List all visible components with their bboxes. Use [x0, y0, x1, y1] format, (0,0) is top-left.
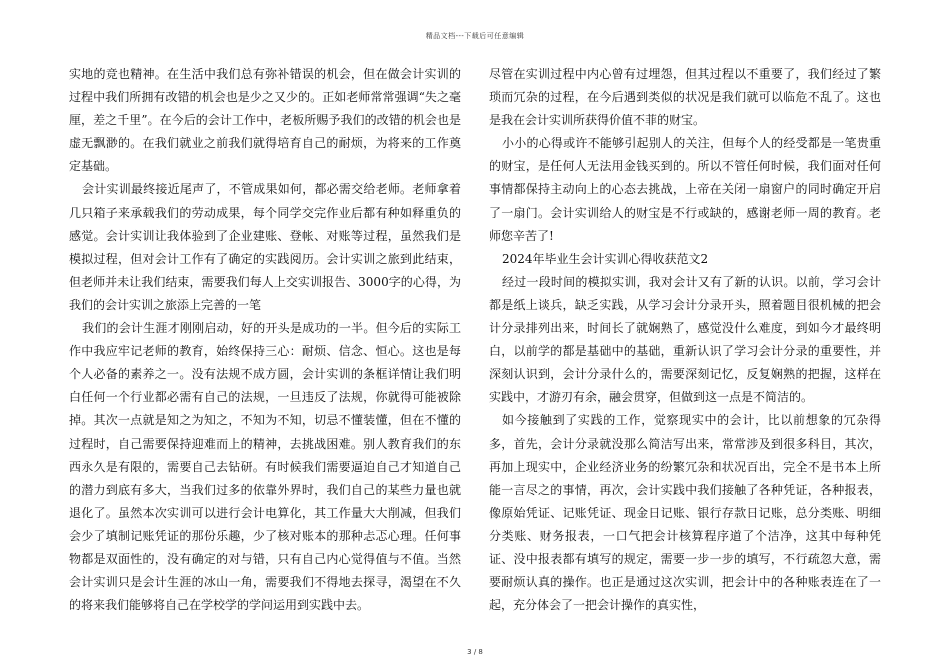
section-heading: 2024年毕业生会计实训心得收获范文2 — [502, 251, 709, 266]
left-column — [69, 63, 461, 617]
paragraph: 小小的心得或许不能够引起别人的关注，但每个人的经受都是一笔贵重的财宝，是任何人无法用金钱买到的。所以不管任何时候，我们面对任何事情都保持主动向上的心态去挑战，上帝在关闭一扇窗户的同时确定开启了一扇门。会计实训给人的财宝是不行或缺的，感谢老师一周的教育。老师您辛苦了! — [489, 136, 881, 243]
right-column — [489, 63, 881, 617]
paragraph: 经过一段时间的模拟实训，我对会计又有了新的认识。以前，学习会计都是纸上谈兵，缺乏实践，从学习会计分录开头，照着题目很机械的把会计分录排列出来，时间长了就娴熟了，感觉没什么难度，到如今才最终明白，以前学的都是基础中的基础，重新认识了学习会计分录的重要性，并深刻认识到，会计分录什么的，需要深刻记忆，反复娴熟的把握，这样在实践中，才游刃有余，融会贯穿，但做到这一点是不简洁的。 — [489, 274, 881, 405]
page-number: 3 / 8 — [467, 648, 483, 656]
paragraph: 会计实训最终接近尾声了，不管成果如何，都必需交给老师。老师拿着几只箱子来承载我们的劳动成果，每个同学交完作业后都有种如释重负的感觉。会计实训让我体验到了企业建账、登帐、对账等过程，虽然我们是模拟过程，但对会计工作有了确定的实践阅历。会计实训之旅到此结束，但老师并未让我们结束，需要我们每人上交实训报告、3000字的心得，为我们的会计实训之旅添上完善的一笔 — [69, 182, 461, 312]
paragraph: 如今接触到了实践的工作，觉察现实中的会计，比以前想象的冗杂得多，首先，会计分录就没那么简洁写出来，常常涉及到很多科目，其次，再加上现实中，企业经济业务的纷繁冗杂和状况百出，完全不是书本上所能一言尽之的事情，再次，会计实践中我们接触了各种凭证，各种报表，像原始凭证、记账凭证、现金日记账、银行存款日记账，总分类账、明细分类账、财务报表，一口气把会计核算程序道了个洁净，这其中每种凭证、没中报表都有填写的规定，需要一步一步的填写，不行疏忽大意，需要耐烦认真的操作。也正是通过这次实训，把会计中的各种账表连在了一起，充分体会了一把会计操作的真实性， — [489, 413, 881, 613]
page-header: 精品文档---下载后可任意编辑 — [425, 32, 525, 40]
paragraph: 我们的会计生涯才刚刚启动，好的开头是成功的一半。但今后的实际工作中我应牢记老师的教育，始终保持三心：耐烦、信念、恒心。这也是每个人必备的素养之一。没有法规不成方圆，会计实训的条框详情让我们明白任何一个行业都必需有自己的法规，一旦违反了法规，你就得可能被除掉。其次一点就是知之为知之，不知为不知，切忌不懂装懂，但在不懂的过程时，自己需要保持迎难而上的精神，去挑战困难。别人教育我们的东西永久是有限的，需要自己去钻研。有时候我们需要逼迫自己才知道自己的潜力到底有多大，当我们过多的依靠外界时，我们自己的某些力量也就退化了。虽然本次实训可以进行会计电算化，其工作量大大削减，但我们会少了填制记账凭证的那份乐趣，少了核对账本的那种忐忑心理。任何事物都是双面性的，没有确定的对与错，只有自己内心觉得值与不值。当然会计实训只是会计生涯的冰山一角，需要我们不得地去探寻，渴望在不久的将来我们能够将自己在学校学的学问运用到实践中去。 — [69, 321, 461, 613]
paragraph: 尽管在实训过程中内心曾有过埋怨，但其过程以不重要了，我们经过了繁琐而冗杂的过程，在今后遇到类似的状况是我们就可以临危不乱了。这也是我在会计实训所获得价值不菲的财宝。 — [489, 67, 881, 128]
paragraph: 实地的竞也精神。在生活中我们总有弥补错误的机会，但在做会计实训的过程中我们所拥有改错的机会也是少之又少的。正如老师常常强调“失之毫厘，差之千里”。在今后的会计工作中，老板所赐予我们的改错的机会也是虚无飘渺的。在我们就业之前我们就得培育自己的耐烦，为将来的工作奠定基础。 — [69, 67, 461, 174]
